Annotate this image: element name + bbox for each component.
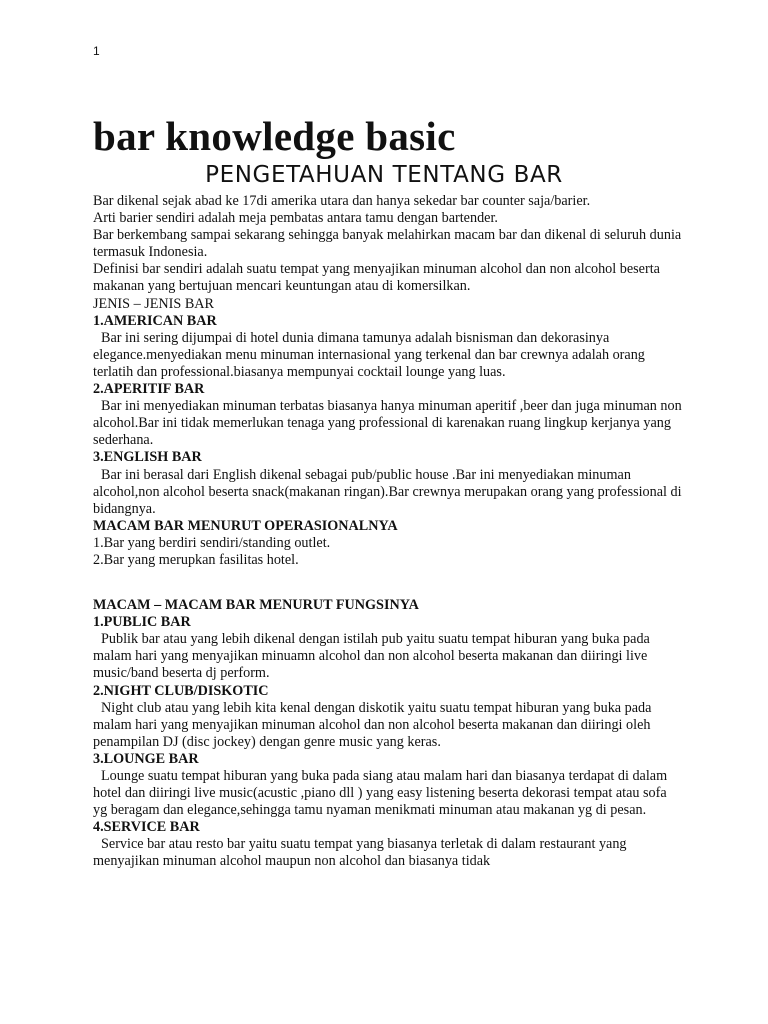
operational-item: 2.Bar yang merupkan fasilitas hotel. bbox=[93, 551, 299, 568]
heading-functions: MACAM – MACAM BAR MENURUT FUNGSINYA bbox=[93, 597, 419, 614]
heading-american-bar: 1.AMERICAN BAR bbox=[93, 312, 217, 329]
heading-english-bar: 3.ENGLISH BAR bbox=[93, 449, 202, 466]
document-subtitle bbox=[0, 162, 768, 188]
intro-paragraph: Bar dikenal sejak abad ke 17di amerika utara dan hanya sekedar bar counter saja/barier. bbox=[93, 193, 591, 209]
document-title: bar knowledge basic bbox=[93, 113, 456, 159]
heading-operational: MACAM BAR MENURUT OPERASIONALNYA bbox=[93, 517, 398, 534]
text-english-bar: Bar ini berasal dari English dikenal sebagai pub/public house .Bar ini menyediakan minuman alcohol,non alcohol beserta snack(makanan ringan).Bar crewnya merupakan orang yang professional di bidangnya. bbox=[93, 466, 682, 517]
text-aperitif-bar: Bar ini menyediakan minuman terbatas biasanya hanya minuman aperitif ,beer dan juga minuman non alcohol.Bar ini tidak memerlukan tenaga yang professional di karenakan ruang lingkup kerjanya yang sederhana. bbox=[93, 398, 682, 449]
subtitle-text: PENGETAHUAN TENTANG BAR bbox=[205, 162, 563, 188]
text-night-club: Night club atau yang lebih kita kenal dengan diskotik yaitu suatu tempat hiburan yang buka pada malam hari yang menyajikan minuman alcohol dan non alcohol beserta makanan dan diiringi oleh penampilan DJ (disc jockey) dengan genre music yang keras. bbox=[93, 699, 652, 750]
text-service-bar: Service bar atau resto bar yaitu suatu tempat yang biasanya terletak di dalam restaurant yang menyajikan minuman alcohol maupun non alcohol dan biasanya tidak bbox=[93, 836, 627, 870]
section-label-jenis: JENIS – JENIS BAR bbox=[93, 295, 215, 312]
intro-paragraph: Arti barier sendiri adalah meja pembatas antara tamu dengan bartender. bbox=[93, 210, 498, 227]
page-number: 1 bbox=[93, 44, 100, 58]
text-public-bar: Publik bar atau yang lebih dikenal dengan istilah pub yaitu suatu tempat hiburan yang buka pada malam hari yang menyajikan minuamn alcohol dan non alcohol beserta makanan dan diiringi live music/band beserta dj perform. bbox=[93, 631, 650, 682]
heading-lounge-bar: 3.LOUNGE BAR bbox=[93, 750, 199, 767]
intro-paragraph: Definisi bar sendiri adalah suatu tempat yang menyajikan minuman alcohol dan non alcohol beserta makanan yang bertujuan mencari keuntungan atau di komersilkan. bbox=[93, 261, 660, 295]
intro-paragraph: Bar berkembang sampai sekarang sehingga banyak melahirkan macam bar dan dikenal di seluruh dunia termasuk Indonesia. bbox=[93, 227, 682, 261]
spacer bbox=[93, 569, 683, 597]
heading-public-bar: 1.PUBLIC BAR bbox=[93, 614, 191, 631]
text-lounge-bar: Lounge suatu tempat hiburan yang buka pada siang atau malam hari dan biasanya terdapat di dalam hotel dan diiringi live music(acustic ,piano dll ) yang easy listening beserta dekorasi tempat atau sofa yg beragam dan elegance,sehingga tamu nyaman menikmati minuman atau makanan yg di pesan. bbox=[93, 768, 668, 819]
text-american-bar: Bar ini sering dijumpai di hotel dunia dimana tamunya adalah bisnisman dan dekorasinya elegance.menyediakan menu minuman internasional yang terkenal dan bar crewnya adalah orang terlatih dan professional.biasanya mempunyai cocktail lounge yang luas. bbox=[93, 329, 645, 380]
heading-service-bar: 4.SERVICE BAR bbox=[93, 819, 200, 836]
heading-night-club: 2.NIGHT CLUB/DISKOTIC bbox=[93, 682, 269, 699]
operational-item: 1.Bar yang berdiri sendiri/standing outlet. bbox=[93, 534, 331, 551]
document-body bbox=[93, 193, 683, 871]
heading-aperitif-bar: 2.APERITIF BAR bbox=[93, 381, 205, 398]
